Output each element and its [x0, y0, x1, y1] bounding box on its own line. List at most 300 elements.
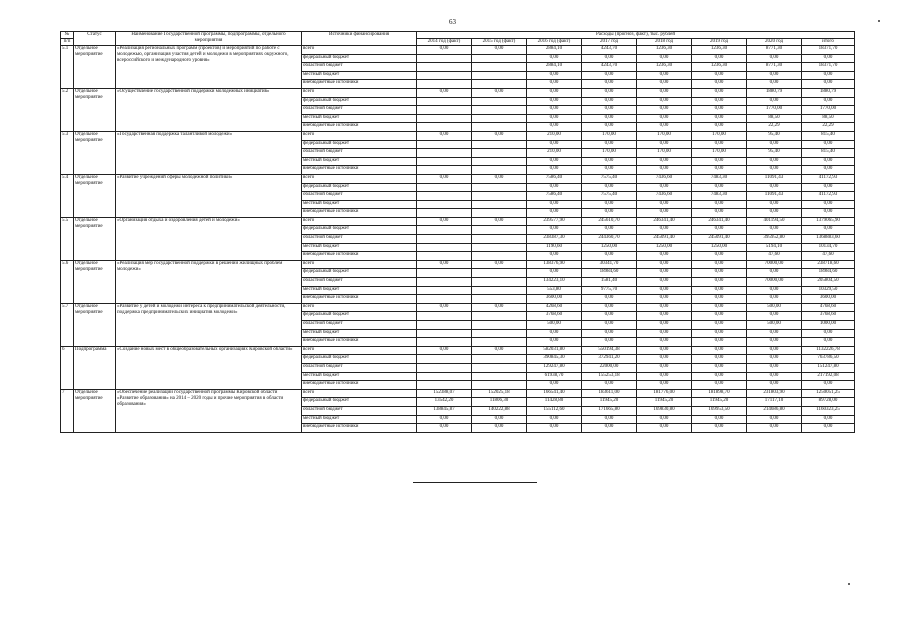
amount-cell: 0,00	[637, 329, 692, 338]
amount-cell: 0,00	[802, 415, 855, 424]
amount-cell: 550194,38	[582, 346, 637, 355]
header-year: итого	[802, 39, 855, 46]
amount-cell: 0,00	[747, 295, 802, 304]
amount-cell: 3768,60	[527, 312, 582, 321]
amount-cell: 0,00	[637, 54, 692, 63]
amount-cell	[472, 54, 527, 63]
amount-cell: 0,00	[637, 286, 692, 295]
amount-cell: 11806,30	[472, 398, 527, 407]
amount-cell: 0,00	[637, 338, 692, 347]
amount-cell: 245091,40	[692, 235, 747, 244]
amount-cell: 1250,00	[692, 243, 747, 252]
amount-cell	[417, 286, 472, 295]
amount-cell: 582031,80	[527, 346, 582, 355]
amount-cell: 0,00	[747, 97, 802, 106]
table-row	[61, 131, 855, 140]
amount-cell: 95,40	[747, 149, 802, 158]
amount-cell: 0,00	[747, 157, 802, 166]
amount-cell: 22,29	[747, 123, 802, 132]
amount-cell: 0,00	[747, 286, 802, 295]
amount-cell: 0,00	[582, 106, 637, 115]
amount-cell: 0,00	[692, 295, 747, 304]
amount-cell: 18371,70	[802, 63, 855, 72]
table-row	[61, 217, 855, 226]
amount-cell	[472, 106, 527, 115]
amount-cell: 0,00	[692, 71, 747, 80]
amount-cell	[472, 363, 527, 372]
funding-source: федеральный бюджет	[302, 398, 417, 407]
amount-cell: 0,00	[692, 321, 747, 330]
header-year: 2019 год	[692, 39, 747, 46]
funding-source: всего	[302, 346, 417, 355]
amount-cell: 0,00	[637, 303, 692, 312]
funding-source: местный бюджет	[302, 114, 417, 123]
funding-source: всего	[302, 217, 417, 226]
amount-cell	[417, 278, 472, 287]
amount-cell: 0,00	[637, 415, 692, 424]
amount-cell	[472, 114, 527, 123]
funding-source: внебюджетные источники	[302, 424, 417, 433]
amount-cell: 217192,08	[802, 372, 855, 381]
amount-cell: 0,00	[527, 415, 582, 424]
amount-cell: 0,00	[637, 278, 692, 287]
amount-cell	[472, 71, 527, 80]
amount-cell: 0,00	[747, 166, 802, 175]
funding-source: всего	[302, 260, 417, 269]
amount-cell: 0,00	[802, 200, 855, 209]
amount-cell: 18371,70	[802, 46, 855, 55]
amount-cell: 0,00	[417, 260, 472, 269]
funding-source: внебюджетные источники	[302, 252, 417, 261]
amount-cell	[417, 166, 472, 175]
amount-cell: 0,00	[692, 226, 747, 235]
amount-cell: 41172,93	[802, 192, 855, 201]
funding-source: всего	[302, 131, 417, 140]
amount-cell: 7483,30	[692, 192, 747, 201]
amount-cell: 18984,60	[802, 269, 855, 278]
amount-cell: 0,00	[417, 415, 472, 424]
amount-cell	[417, 63, 472, 72]
amount-cell: 500,00	[527, 321, 582, 330]
row-number: 5.2	[61, 88, 74, 131]
amount-cell: 0,00	[637, 252, 692, 261]
amount-cell: 0,00	[802, 157, 855, 166]
amount-cell: 0,00	[637, 157, 692, 166]
funding-source: областной бюджет	[302, 149, 417, 158]
funding-source: внебюджетные источники	[302, 209, 417, 218]
amount-cell: 0,00	[527, 209, 582, 218]
amount-cell: 0,00	[637, 321, 692, 330]
funding-source: местный бюджет	[302, 200, 417, 209]
amount-cell: 0,00	[692, 260, 747, 269]
amount-cell: 155253,18	[582, 372, 637, 381]
amount-cell: 0,00	[692, 114, 747, 123]
amount-cell: 0,00	[472, 46, 527, 55]
amount-cell: 10329,50	[802, 286, 855, 295]
amount-cell: 0,00	[692, 338, 747, 347]
amount-cell: 0,00	[637, 88, 692, 97]
budget-table	[60, 31, 855, 433]
funding-source: местный бюджет	[302, 329, 417, 338]
amount-cell: 0,00	[692, 88, 747, 97]
header-name: Наименование Государственной программы, подпрограммы, отдельного мероприятия	[116, 32, 302, 46]
amount-cell: 0,00	[637, 200, 692, 209]
funding-source: внебюджетные источники	[302, 381, 417, 390]
amount-cell: 0,00	[747, 415, 802, 424]
amount-cell: 7575,40	[582, 174, 637, 183]
amount-cell: 0,00	[417, 88, 472, 97]
row-status: Отдельное мероприятие	[74, 217, 116, 260]
amount-cell: 0,00	[582, 226, 637, 235]
amount-cell: 1368883,60	[802, 235, 855, 244]
amount-cell: 210,00	[527, 131, 582, 140]
amount-cell: 401194,50	[747, 217, 802, 226]
amount-cell: 0,00	[637, 80, 692, 89]
amount-cell: 0,00	[417, 174, 472, 183]
amount-cell: 0,00	[417, 346, 472, 355]
funding-source: областной бюджет	[302, 63, 417, 72]
header-year: 2018 год	[637, 39, 692, 46]
amount-cell: 0,00	[692, 80, 747, 89]
amount-cell: 0,00	[802, 80, 855, 89]
amount-cell: 0,00	[527, 71, 582, 80]
row-status: Отдельное мероприятие	[74, 260, 116, 303]
amount-cell: 18984,60	[582, 269, 637, 278]
amount-cell: 0,00	[527, 338, 582, 347]
footer-rule	[413, 482, 537, 483]
header-status: Статус	[74, 32, 116, 46]
amount-cell: 0,00	[417, 217, 472, 226]
amount-cell: 0,00	[527, 226, 582, 235]
amount-cell: 0,00	[417, 46, 472, 55]
amount-cell	[472, 269, 527, 278]
amount-cell: 4243,70	[582, 63, 637, 72]
amount-cell: 390845,30	[527, 355, 582, 364]
header-year: 2016 год (факт)	[527, 39, 582, 46]
amount-cell: 17117,10	[747, 398, 802, 407]
amount-cell: 0,00	[747, 226, 802, 235]
scan-speck	[878, 20, 880, 22]
amount-cell: 1236,30	[637, 63, 692, 72]
amount-cell: 0,00	[527, 183, 582, 192]
amount-cell: 0,00	[472, 346, 527, 355]
amount-cell: 151247,80	[802, 363, 855, 372]
funding-source: местный бюджет	[302, 286, 417, 295]
amount-cell: 0,00	[692, 200, 747, 209]
amount-cell: 1581,40	[582, 278, 637, 287]
amount-cell: 0,00	[747, 355, 802, 364]
amount-cell	[472, 312, 527, 321]
row-number: 7	[61, 389, 74, 432]
amount-cell: 0,00	[747, 338, 802, 347]
amount-cell: 0,00	[582, 338, 637, 347]
table-row	[61, 346, 855, 355]
amount-cell: 0,00	[692, 252, 747, 261]
amount-cell	[417, 123, 472, 132]
amount-cell	[472, 295, 527, 304]
amount-cell	[417, 363, 472, 372]
amount-cell: 0,00	[527, 114, 582, 123]
amount-cell	[472, 226, 527, 235]
amount-cell: 0,00	[637, 71, 692, 80]
amount-cell: 1236,30	[692, 63, 747, 72]
amount-cell: 0,00	[802, 54, 855, 63]
amount-cell: 0,00	[692, 106, 747, 115]
funding-source: федеральный бюджет	[302, 269, 417, 278]
funding-source: всего	[302, 88, 417, 97]
amount-cell	[417, 295, 472, 304]
amount-cell: 0,00	[692, 424, 747, 433]
amount-cell: 2884,10	[527, 46, 582, 55]
amount-cell: 129247,80	[527, 363, 582, 372]
amount-cell	[472, 286, 527, 295]
amount-cell	[417, 54, 472, 63]
amount-cell: 0,00	[472, 174, 527, 183]
amount-cell: 0,00	[802, 71, 855, 80]
amount-cell: 0,00	[802, 226, 855, 235]
amount-cell: 0,00	[747, 363, 802, 372]
amount-cell	[472, 252, 527, 261]
amount-cell: 89728,00	[802, 398, 855, 407]
amount-cell: 395952,80	[747, 235, 802, 244]
amount-cell	[417, 269, 472, 278]
row-number: 5.7	[61, 303, 74, 346]
row-number: 5.1	[61, 46, 74, 89]
amount-cell: 152388,07	[417, 389, 472, 398]
amount-cell: 0,00	[637, 97, 692, 106]
amount-cell: 0,00	[802, 424, 855, 433]
header-num-2: п/п	[61, 39, 74, 46]
amount-cell: 0,00	[582, 200, 637, 209]
amount-cell: 134223,10	[527, 278, 582, 287]
funding-source: внебюджетные источники	[302, 295, 417, 304]
amount-cell: 140222,88	[472, 406, 527, 415]
row-status: Отдельное мероприятие	[74, 303, 116, 346]
amount-cell: 553,80	[527, 286, 582, 295]
amount-cell: 22,29	[802, 123, 855, 132]
amount-cell: 0,00	[582, 209, 637, 218]
amount-cell: 7586,40	[527, 192, 582, 201]
amount-cell: 0,00	[637, 355, 692, 364]
amount-cell: 8771,30	[747, 46, 802, 55]
amount-cell: 0,00	[472, 217, 527, 226]
funding-source: всего	[302, 389, 417, 398]
amount-cell: 11091,43	[747, 192, 802, 201]
amount-cell: 166541,40	[527, 389, 582, 398]
amount-cell: 0,00	[472, 88, 527, 97]
row-name: «Государственная поддержка талантливой молодежи»	[116, 131, 302, 174]
amount-cell	[472, 80, 527, 89]
amount-cell: 0,00	[692, 278, 747, 287]
row-name: «Развитие учреждений сферы молодежной политики»	[116, 174, 302, 217]
amount-cell	[472, 157, 527, 166]
amount-cell: 0,00	[747, 372, 802, 381]
amount-cell	[417, 183, 472, 192]
amount-cell: 0,00	[582, 321, 637, 330]
amount-cell: 0,00	[637, 106, 692, 115]
amount-cell: 0,00	[747, 80, 802, 89]
amount-cell: 0,00	[692, 157, 747, 166]
amount-cell: 0,00	[692, 329, 747, 338]
amount-cell	[417, 321, 472, 330]
amount-cell: 1250,00	[582, 243, 637, 252]
amount-cell: 0,00	[527, 252, 582, 261]
amount-cell	[472, 183, 527, 192]
header-year: 2020 год	[747, 39, 802, 46]
amount-cell: 0,00	[582, 80, 637, 89]
amount-cell: 0,00	[692, 303, 747, 312]
row-name: «Реализация мер государственной поддержки в решении жилищных проблем молодежи»	[116, 260, 302, 303]
amount-cell: 1250,00	[637, 243, 692, 252]
amount-cell: 0,00	[747, 71, 802, 80]
row-number: 5.4	[61, 174, 74, 217]
amount-cell: 0,00	[692, 123, 747, 132]
amount-cell: 0,00	[747, 312, 802, 321]
amount-cell: 0,00	[692, 54, 747, 63]
amount-cell: 3600,00	[802, 295, 855, 304]
amount-cell: 13542,20	[417, 398, 472, 407]
amount-cell: 4768,60	[802, 303, 855, 312]
amount-cell: 0,00	[527, 424, 582, 433]
amount-cell: 169953,50	[692, 406, 747, 415]
table-row	[61, 260, 855, 269]
amount-cell: 0,00	[527, 106, 582, 115]
amount-cell: 0,00	[747, 424, 802, 433]
amount-cell: 0,00	[637, 260, 692, 269]
amount-cell: 0,00	[582, 140, 637, 149]
row-name: «Создание новых мест в общеобразовательных организациях Кировской области»	[116, 346, 302, 389]
amount-cell: 1190,60	[527, 243, 582, 252]
amount-cell: 0,00	[582, 97, 637, 106]
amount-cell: 0,00	[747, 329, 802, 338]
amount-cell: 210,00	[527, 149, 582, 158]
amount-cell: 0,00	[527, 381, 582, 390]
amount-cell: 0,00	[692, 312, 747, 321]
amount-cell: 0,00	[692, 355, 747, 364]
amount-cell	[417, 329, 472, 338]
amount-cell: 238718,60	[802, 260, 855, 269]
amount-cell: 0,00	[692, 415, 747, 424]
amount-cell: 1236,30	[692, 46, 747, 55]
amount-cell: 11428,80	[527, 398, 582, 407]
amount-cell: 61938,70	[527, 372, 582, 381]
page-number: 63	[449, 18, 456, 26]
funding-source: внебюджетные источники	[302, 80, 417, 89]
amount-cell	[417, 243, 472, 252]
amount-cell: 0,00	[692, 346, 747, 355]
funding-source: местный бюджет	[302, 243, 417, 252]
amount-cell: 214686,80	[747, 406, 802, 415]
amount-cell: 0,00	[582, 329, 637, 338]
row-number: 5.5	[61, 217, 74, 260]
amount-cell: 0,00	[747, 209, 802, 218]
amount-cell: 0,00	[747, 269, 802, 278]
funding-source: областной бюджет	[302, 235, 417, 244]
amount-cell: 47,60	[802, 252, 855, 261]
amount-cell: 0,00	[637, 372, 692, 381]
amount-cell	[472, 355, 527, 364]
amount-cell: 0,00	[692, 372, 747, 381]
amount-cell: 8771,30	[747, 63, 802, 72]
amount-cell: 245610,70	[582, 217, 637, 226]
amount-cell: 0,00	[472, 260, 527, 269]
amount-cell: 0,00	[582, 312, 637, 321]
amount-cell: 170,00	[692, 131, 747, 140]
amount-cell: 0,00	[582, 88, 637, 97]
amount-cell: 138845,87	[417, 406, 472, 415]
amount-cell: 0,00	[802, 97, 855, 106]
amount-cell: 0,00	[637, 123, 692, 132]
amount-cell: 246341,40	[637, 217, 692, 226]
funding-source: местный бюджет	[302, 157, 417, 166]
amount-cell	[417, 200, 472, 209]
amount-cell: 815,40	[802, 131, 855, 140]
amount-cell: 0,00	[527, 54, 582, 63]
amount-cell	[417, 140, 472, 149]
amount-cell: 1880,79	[802, 88, 855, 97]
amount-cell: 1770,00	[802, 106, 855, 115]
amount-cell	[472, 243, 527, 252]
amount-cell: 181776,00	[637, 389, 692, 398]
amount-cell: 0,00	[417, 131, 472, 140]
amount-cell: 231803,90	[747, 389, 802, 398]
row-number: 5.6	[61, 260, 74, 303]
amount-cell: 41172,93	[802, 174, 855, 183]
amount-cell: 0,00	[527, 80, 582, 89]
amount-cell	[472, 140, 527, 149]
amount-cell: 0,00	[582, 157, 637, 166]
amount-cell	[417, 192, 472, 201]
amount-cell	[472, 149, 527, 158]
amount-cell: 500,00	[747, 303, 802, 312]
amount-cell: 0,00	[692, 97, 747, 106]
amount-cell	[417, 372, 472, 381]
budget-table-wrapper	[60, 31, 854, 433]
amount-cell: 4268,60	[527, 303, 582, 312]
funding-source: местный бюджет	[302, 415, 417, 424]
amount-cell: 11091,43	[747, 174, 802, 183]
row-status: Отдельное мероприятие	[74, 131, 116, 174]
row-name: «Организация отдыха и оздоровления детей и молодежи»	[116, 217, 302, 260]
funding-source: федеральный бюджет	[302, 140, 417, 149]
amount-cell	[417, 312, 472, 321]
amount-cell: 1880,79	[747, 88, 802, 97]
amount-cell: 245091,40	[637, 235, 692, 244]
amount-cell: 0,00	[802, 381, 855, 390]
amount-cell	[417, 106, 472, 115]
amount-cell: 0,00	[582, 71, 637, 80]
amount-cell	[472, 381, 527, 390]
funding-source: федеральный бюджет	[302, 355, 417, 364]
amount-cell: 88,50	[802, 114, 855, 123]
amount-cell: 152025,18	[472, 389, 527, 398]
header-year: 2014 год (факт)	[417, 39, 472, 46]
amount-cell: 1250051,25	[802, 389, 855, 398]
amount-cell: 0,00	[637, 114, 692, 123]
amount-cell	[472, 329, 527, 338]
funding-source: областной бюджет	[302, 406, 417, 415]
amount-cell: 0,00	[582, 183, 637, 192]
amount-cell	[472, 123, 527, 132]
amount-cell: 1132226,78	[802, 346, 855, 355]
amount-cell: 0,00	[582, 381, 637, 390]
amount-cell: 0,00	[637, 381, 692, 390]
amount-cell: 0,00	[637, 295, 692, 304]
amount-cell: 9775,70	[582, 286, 637, 295]
amount-cell: 0,00	[637, 269, 692, 278]
amount-cell: 0,00	[802, 183, 855, 192]
row-status: Подпрограмма	[74, 346, 116, 389]
